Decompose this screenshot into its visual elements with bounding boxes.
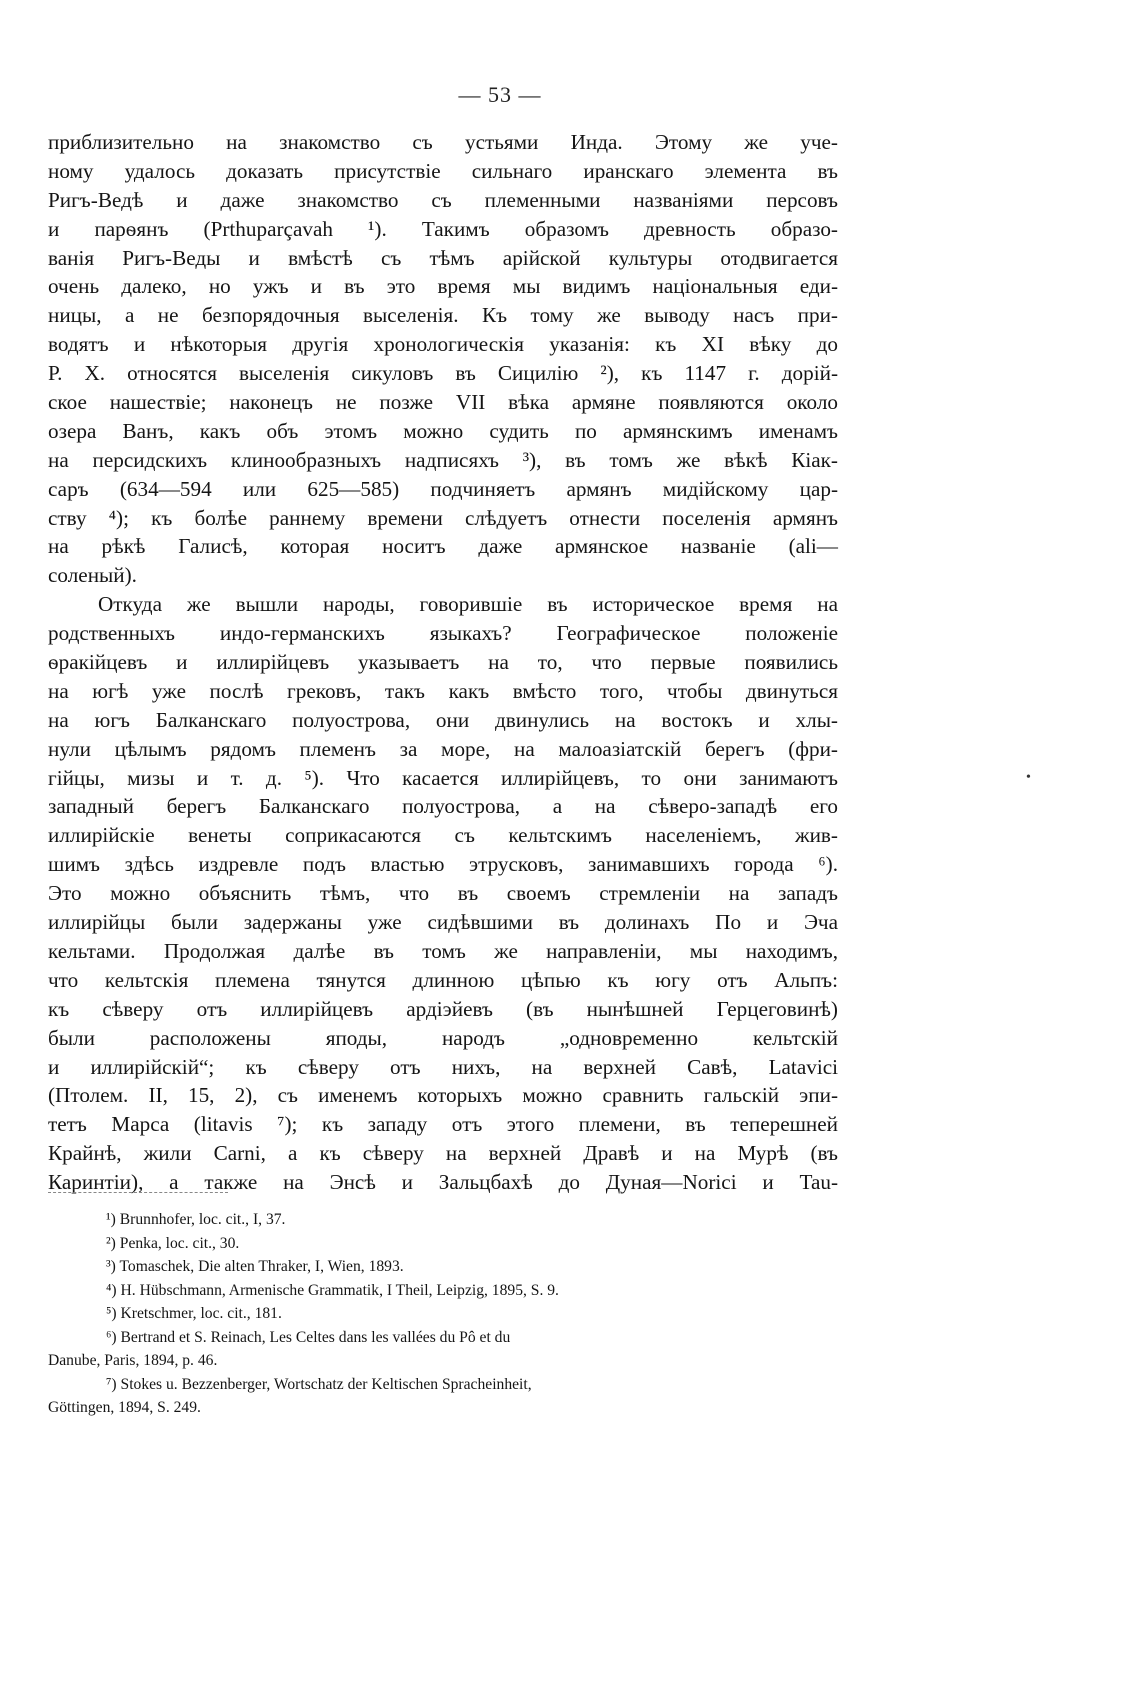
text-line: и парѳянъ (Prthuparçavah ¹). Такимъ образомъ древность образо- bbox=[48, 216, 838, 241]
text-line: очень далеко, но ужъ и въ это время мы видимъ національныя еди- bbox=[48, 274, 838, 299]
text-line: и иллирійскій“; къ сѣверу отъ нихъ, на верхней Савѣ, Latavici bbox=[48, 1054, 838, 1079]
text-line: Ригъ-Ведѣ и даже знакомство съ племенными названіями персовъ bbox=[48, 187, 838, 212]
text-line: шимъ здѣсь издревле подъ властью этрусковъ, занимавшихъ города ⁶). bbox=[48, 852, 838, 877]
footnote: ⁷) Stokes u. Bezzenberger, Wortschatz der Keltischen Spracheinheit, bbox=[106, 1375, 532, 1393]
text-line: озера Ванъ, какъ объ этомъ можно судить по армянскимъ именамъ bbox=[48, 418, 838, 443]
text-line: Это можно объяснить тѣмъ, что въ своемъ стремленіи на западъ bbox=[48, 881, 838, 906]
page-number: — 53 — bbox=[458, 82, 542, 107]
footnote-continuation: Göttingen, 1894, S. 249. bbox=[48, 1399, 201, 1416]
footnote: ⁵) Kretschmer, loc. cit., 181. bbox=[106, 1305, 282, 1322]
text-line: на югѣ уже послѣ грековъ, такъ какъ вмѣсто того, чтобы двинуться bbox=[48, 678, 838, 703]
footnote: ⁴) H. Hübschmann, Armenische Grammatik, I Theil, Leipzig, 1895, S. 9. bbox=[106, 1281, 559, 1299]
body-text bbox=[48, 128, 838, 1197]
footnote-continuation: Danube, Paris, 1894, p. 46. bbox=[48, 1352, 218, 1369]
footnotes bbox=[48, 1208, 838, 1420]
text-line: соленый). bbox=[48, 563, 137, 588]
text-line: на рѣкѣ Галисѣ, которая носитъ даже армянское названіе (ali— bbox=[48, 534, 838, 559]
footnote: ¹) Brunnhofer, loc. cit., I, 37. bbox=[106, 1211, 286, 1228]
text-line: Откуда же вышли народы, говорившіе въ историческое время на bbox=[98, 592, 838, 617]
text-line: кельтами. Продолжая далѣе въ томъ же направленіи, мы находимъ, bbox=[48, 938, 838, 963]
text-line: были расположены яподы, народъ „одновременно кельтскій bbox=[48, 1025, 838, 1050]
text-line: иллирійцы были задержаны уже сидѣвшими въ долинахъ По и Эча bbox=[48, 910, 838, 935]
text-line: что кельтскія племена тянутся длинною цѣпью къ югу отъ Альпъ: bbox=[48, 967, 838, 992]
text-line: ѳракійцевъ и иллирійцевъ указываетъ на то, что первые появились bbox=[48, 650, 838, 675]
text-line: приблизительно на знакомство съ устьями Инда. Этому же уче- bbox=[48, 130, 838, 154]
text-line: (Птолем. II, 15, 2), съ именемъ которыхъ можно сравнить гальскій эпи- bbox=[48, 1083, 838, 1108]
text-line: родственныхъ индо-германскихъ языкахъ? Географическое положеніе bbox=[48, 621, 838, 646]
text-line: ское нашествіе; наконецъ не позже VII вѣка армяне появляются около bbox=[48, 390, 838, 415]
footnote: ²) Penka, loc. cit., 30. bbox=[106, 1234, 240, 1252]
text-line: къ сѣверу отъ иллирійцевъ ардіэйевъ (въ нынѣшней Герцеговинѣ) bbox=[48, 996, 838, 1021]
text-line: ству ⁴); къ болѣе раннему времени слѣдуетъ отнести поселенія армянъ bbox=[48, 505, 838, 530]
footnote: ⁶) Bertrand et S. Reinach, Les Celtes dans les vallées du Pô et du bbox=[106, 1328, 511, 1346]
footnote-separator bbox=[48, 1192, 228, 1193]
margin-mark: • bbox=[1026, 770, 1031, 785]
text-line: ванія Ригъ-Веды и вмѣстѣ съ тѣмъ арійской культуры отодвигается bbox=[48, 245, 838, 270]
text-line: ницы, а не безпорядочныя выселенія. Къ тому же выводу насъ при- bbox=[48, 303, 838, 328]
footnote: ³) Tomaschek, Die alten Thraker, I, Wien, 1893. bbox=[106, 1258, 404, 1275]
text-line: иллирійскіе венеты соприкасаются съ кельтскимъ населеніемъ, жив- bbox=[48, 823, 838, 848]
text-line: Крайнѣ, жили Carni, а къ сѣверу на верхней Дравѣ и на Мурѣ (въ bbox=[48, 1141, 838, 1166]
text-line: ному удалось доказать присутствіе сильнаго иранскаго элемента въ bbox=[48, 158, 838, 183]
text-line: западный берегъ Балканскаго полуострова, а на сѣверо-западѣ его bbox=[48, 794, 838, 819]
text-line: водятъ и нѣкоторыя другія хронологическія указанія: къ XI вѣку до bbox=[48, 332, 838, 357]
text-line: на персидскихъ клинообразныхъ надписяхъ ³), въ томъ же вѣкѣ Кіак- bbox=[48, 447, 838, 472]
text-line: нули цѣлымъ рядомъ племенъ за море, на малоазіатскій берегъ (фри- bbox=[48, 736, 838, 761]
text-line: тетъ Марса (litavis ⁷); къ западу отъ этого племени, въ теперешней bbox=[48, 1112, 838, 1137]
text-line: на югъ Балканскаго полуострова, они двинулись на востокъ и хлы- bbox=[48, 707, 838, 732]
text-line: саръ (634—594 или 625—585) подчиняетъ армянъ мидійскому цар- bbox=[48, 476, 838, 501]
text-line: гійцы, мизы и т. д. ⁵). Что касается иллирійцевъ, то они занимаютъ bbox=[48, 765, 838, 790]
text-line: Р. Х. относятся выселенія сикуловъ въ Сицилію ²), къ 1147 г. дорій- bbox=[48, 361, 838, 386]
text-line: Каринтіи), а также на Энсѣ и Зальцбахѣ до Дуная—Norici и Tau- bbox=[48, 1170, 838, 1195]
